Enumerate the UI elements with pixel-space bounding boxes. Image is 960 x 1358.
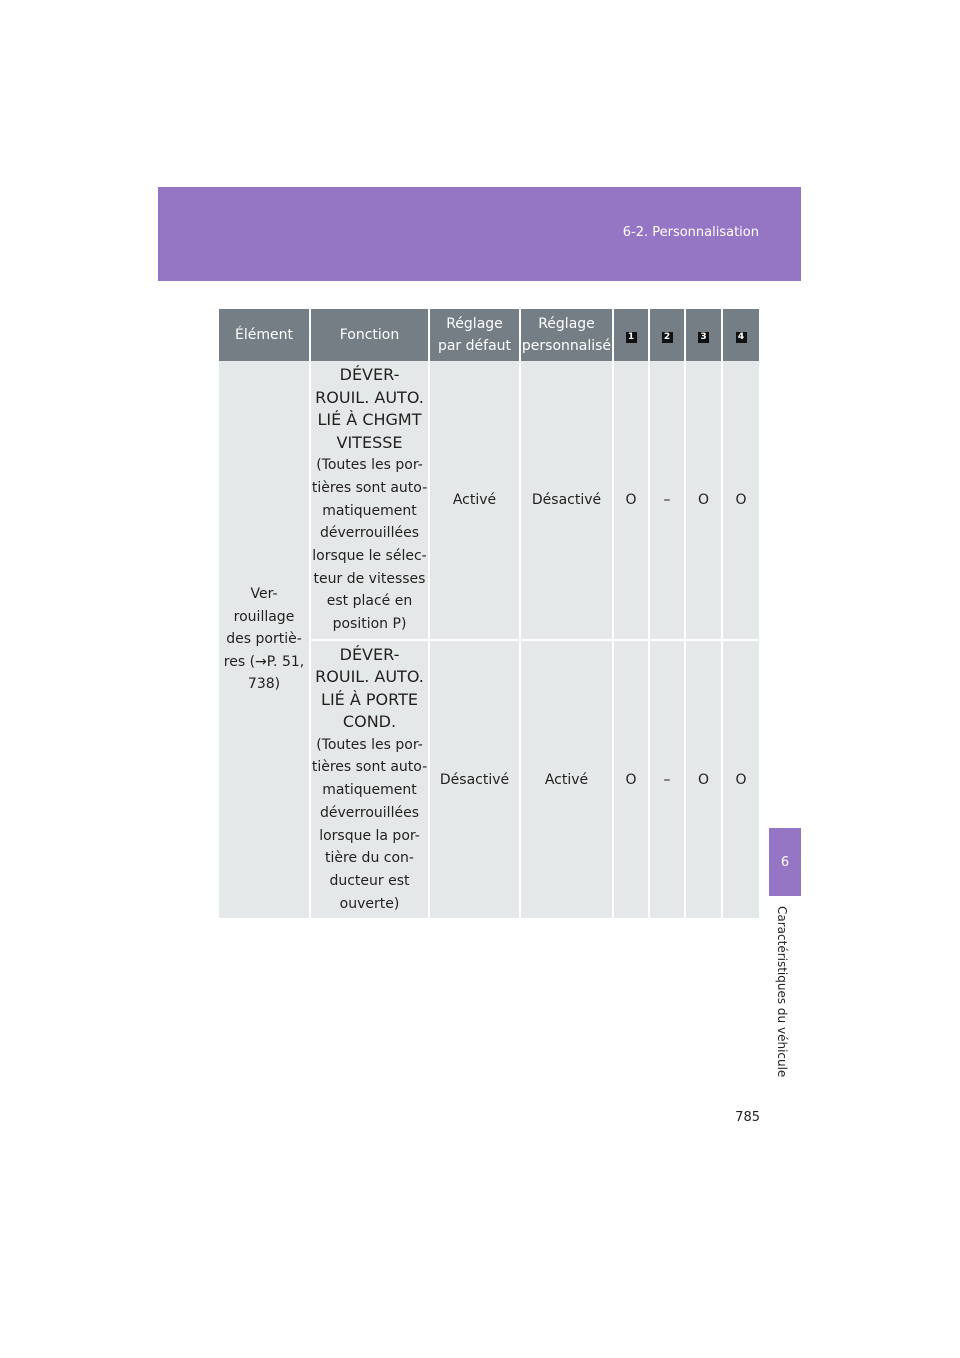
- num-3-icon: 3: [698, 332, 709, 343]
- settings-table: [219, 309, 759, 920]
- col-4: [722, 309, 759, 361]
- function-cell: [310, 361, 429, 640]
- section-title: 6-2. Personnalisation: [622, 225, 759, 240]
- function-desc: (Toutes les por- tières sont auto- matiquement déverrouillées lorsque la por- tière du con- ducteur est ouverte): [311, 736, 428, 912]
- col-element: Élément: [219, 309, 310, 361]
- col-custom-line2: personnalisé: [521, 338, 612, 354]
- col-default-line1: Réglage: [446, 316, 503, 332]
- function-name: DÉVER- ROUIL. AUTO. LIÉ À CHGMT VITESSE: [315, 365, 424, 452]
- mark-3: O: [685, 640, 722, 919]
- col-custom: [520, 309, 613, 361]
- num-1-icon: 1: [626, 332, 637, 343]
- col-default: [429, 309, 520, 361]
- mark-1: O: [613, 640, 649, 919]
- col-default-line2: par défaut: [437, 338, 512, 354]
- table-row: [219, 361, 759, 640]
- element-cell: [219, 361, 310, 919]
- mark-2: –: [649, 640, 685, 919]
- function-cell: [310, 640, 429, 919]
- table-header-row: [219, 309, 759, 361]
- col-3: [685, 309, 722, 361]
- mark-3: O: [685, 361, 722, 640]
- mark-4: O: [722, 361, 759, 640]
- mark-1: O: [613, 361, 649, 640]
- custom-value: Désactivé: [520, 361, 613, 640]
- default-value: Désactivé: [429, 640, 520, 919]
- element-text: Ver- rouillage des portiè- res (→P. 51, 738): [223, 586, 305, 693]
- col-2: [649, 309, 685, 361]
- chapter-label: Caractéristiques du véhicule: [775, 906, 789, 1078]
- section-header: [158, 187, 801, 281]
- chapter-number: 6: [780, 854, 790, 870]
- col-1: [613, 309, 649, 361]
- default-value: Activé: [429, 361, 520, 640]
- page-number: 785: [735, 1110, 760, 1125]
- custom-value: Activé: [520, 640, 613, 919]
- function-name: DÉVER- ROUIL. AUTO. LIÉ À PORTE COND.: [315, 644, 424, 732]
- function-desc: (Toutes les por- tières sont auto- matiquement déverrouillées lorsque le sélec- teur de vitesses est placé en position P): [311, 457, 428, 633]
- chapter-tab: [769, 828, 801, 896]
- mark-2: –: [649, 361, 685, 640]
- num-4-icon: 4: [736, 332, 747, 343]
- mark-4: O: [722, 640, 759, 919]
- num-2-icon: 2: [662, 332, 673, 343]
- col-custom-line1: Réglage: [538, 316, 595, 332]
- col-function: Fonction: [310, 309, 429, 361]
